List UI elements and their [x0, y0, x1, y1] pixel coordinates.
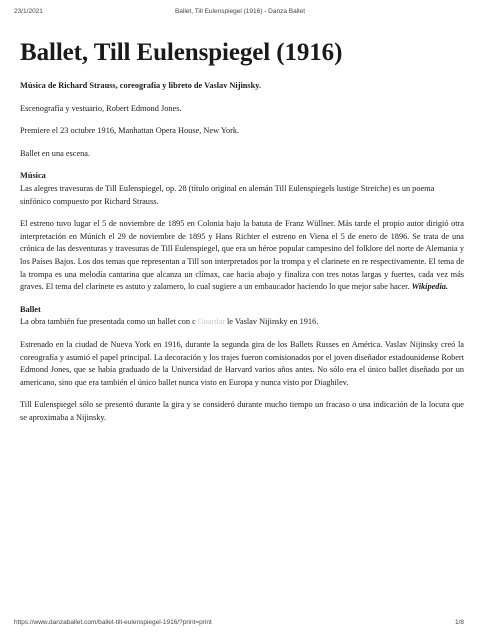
- musica-heading: Música: [20, 171, 46, 181]
- scene-line: Ballet en una escena.: [20, 148, 91, 158]
- musica-paragraph-2: [20, 218, 464, 294]
- ballet-heading: Ballet: [20, 304, 41, 314]
- musica-paragraph-2-text: El estreno tuvo lugar el 5 de noviembre de 1895 en Colonia bajo la batuta de Franz Wüllner. Más tarde el propio autor dirigió otra interpretación en Múnich el 29 de noviembre de 1895 y Hans Richter el estreno en Viena el 5 de enero de 1896. Se trata de una crónica de las desventuras y travesuras de Till Eulenspiegel, que era un héroe popular campesino del folklore del norte de Alemania y los Países Bajos. Los dos temas que representan a Till son interpretados por la trompa y el clarinete en re respectivamente. El tema de la trompa es una melodía cantarina que alcanza un clímax, cae hacia abajo y finaliza con tres notas largas y fuertes, cada vez más graves. El tema del clarinete es astuto y zalamero, lo cual sugiere a un embaucador haciendo lo que mejor sabe hacer.: [20, 219, 464, 292]
- print-page-title: Ballet, Till Eulenspiegel (1916) - Danza Ballet: [174, 8, 306, 15]
- print-footer: [0, 619, 480, 631]
- print-header: [0, 8, 480, 20]
- ballet-paragraph-1-end: le Vaslav Nijinsky en 1916.: [226, 317, 319, 327]
- article: [20, 38, 464, 434]
- ballet-paragraph-1: [20, 316, 464, 329]
- design-line: Escenografía y vestuario, Robert Edmond Jones.: [20, 103, 182, 113]
- article-title: Ballet, Till Eulenspiegel (1916): [20, 39, 343, 66]
- musica-paragraph-1: Las alegres travesuras de Till Eulenspiegel, op. 28 (título original en alemán Till Eulenspiegels lustige Streiche) es un poema sinfónico compuesto por Richard Strauss.: [20, 183, 435, 206]
- ballet-paragraph-2: Estrenado en la ciudad de Nueva York en 1916, durante la segunda gira de los Ballets Russes en América. Vaslav Nijinsky creó la coreografía y asumió el papel principal. La decoración y los trajes fueron comisionados por el joven diseñador estadounidense Robert Edmond Jones, que se había graduado de la Universidad de Harvard varios años antes. No sólo era el único ballet diseñado por un americano, sino que era también el único ballet nunca visto en Europa y nunca visto por Diaghilev.: [20, 339, 464, 387]
- save-button[interactable]: Guardar: [197, 317, 225, 327]
- print-url[interactable]: https://www.danzaballet.com/ballet-till-eulenspiegel-1916/?print=print: [14, 619, 212, 626]
- premiere-line: Premiere el 23 octubre 1916, Manhattan Opera House, New York.: [20, 126, 240, 136]
- ballet-paragraph-3: Till Eulenspiegel sólo se presentó durante la gira y se consideró durante mucho tiempo un fracaso o una indicación de la locura que se aproximaba a Nijinsky.: [20, 400, 464, 422]
- print-date: 23/1/2021: [14, 8, 43, 15]
- credits-line: Música de Richard Strauss, coreografía y libreto de Vaslav Nijinsky.: [20, 81, 262, 90]
- ballet-paragraph-1-start: La obra también fue presentada como un ballet con c: [20, 317, 196, 327]
- page-number: 1/8: [454, 619, 464, 626]
- wikipedia-source: Wikipedia.: [411, 282, 448, 292]
